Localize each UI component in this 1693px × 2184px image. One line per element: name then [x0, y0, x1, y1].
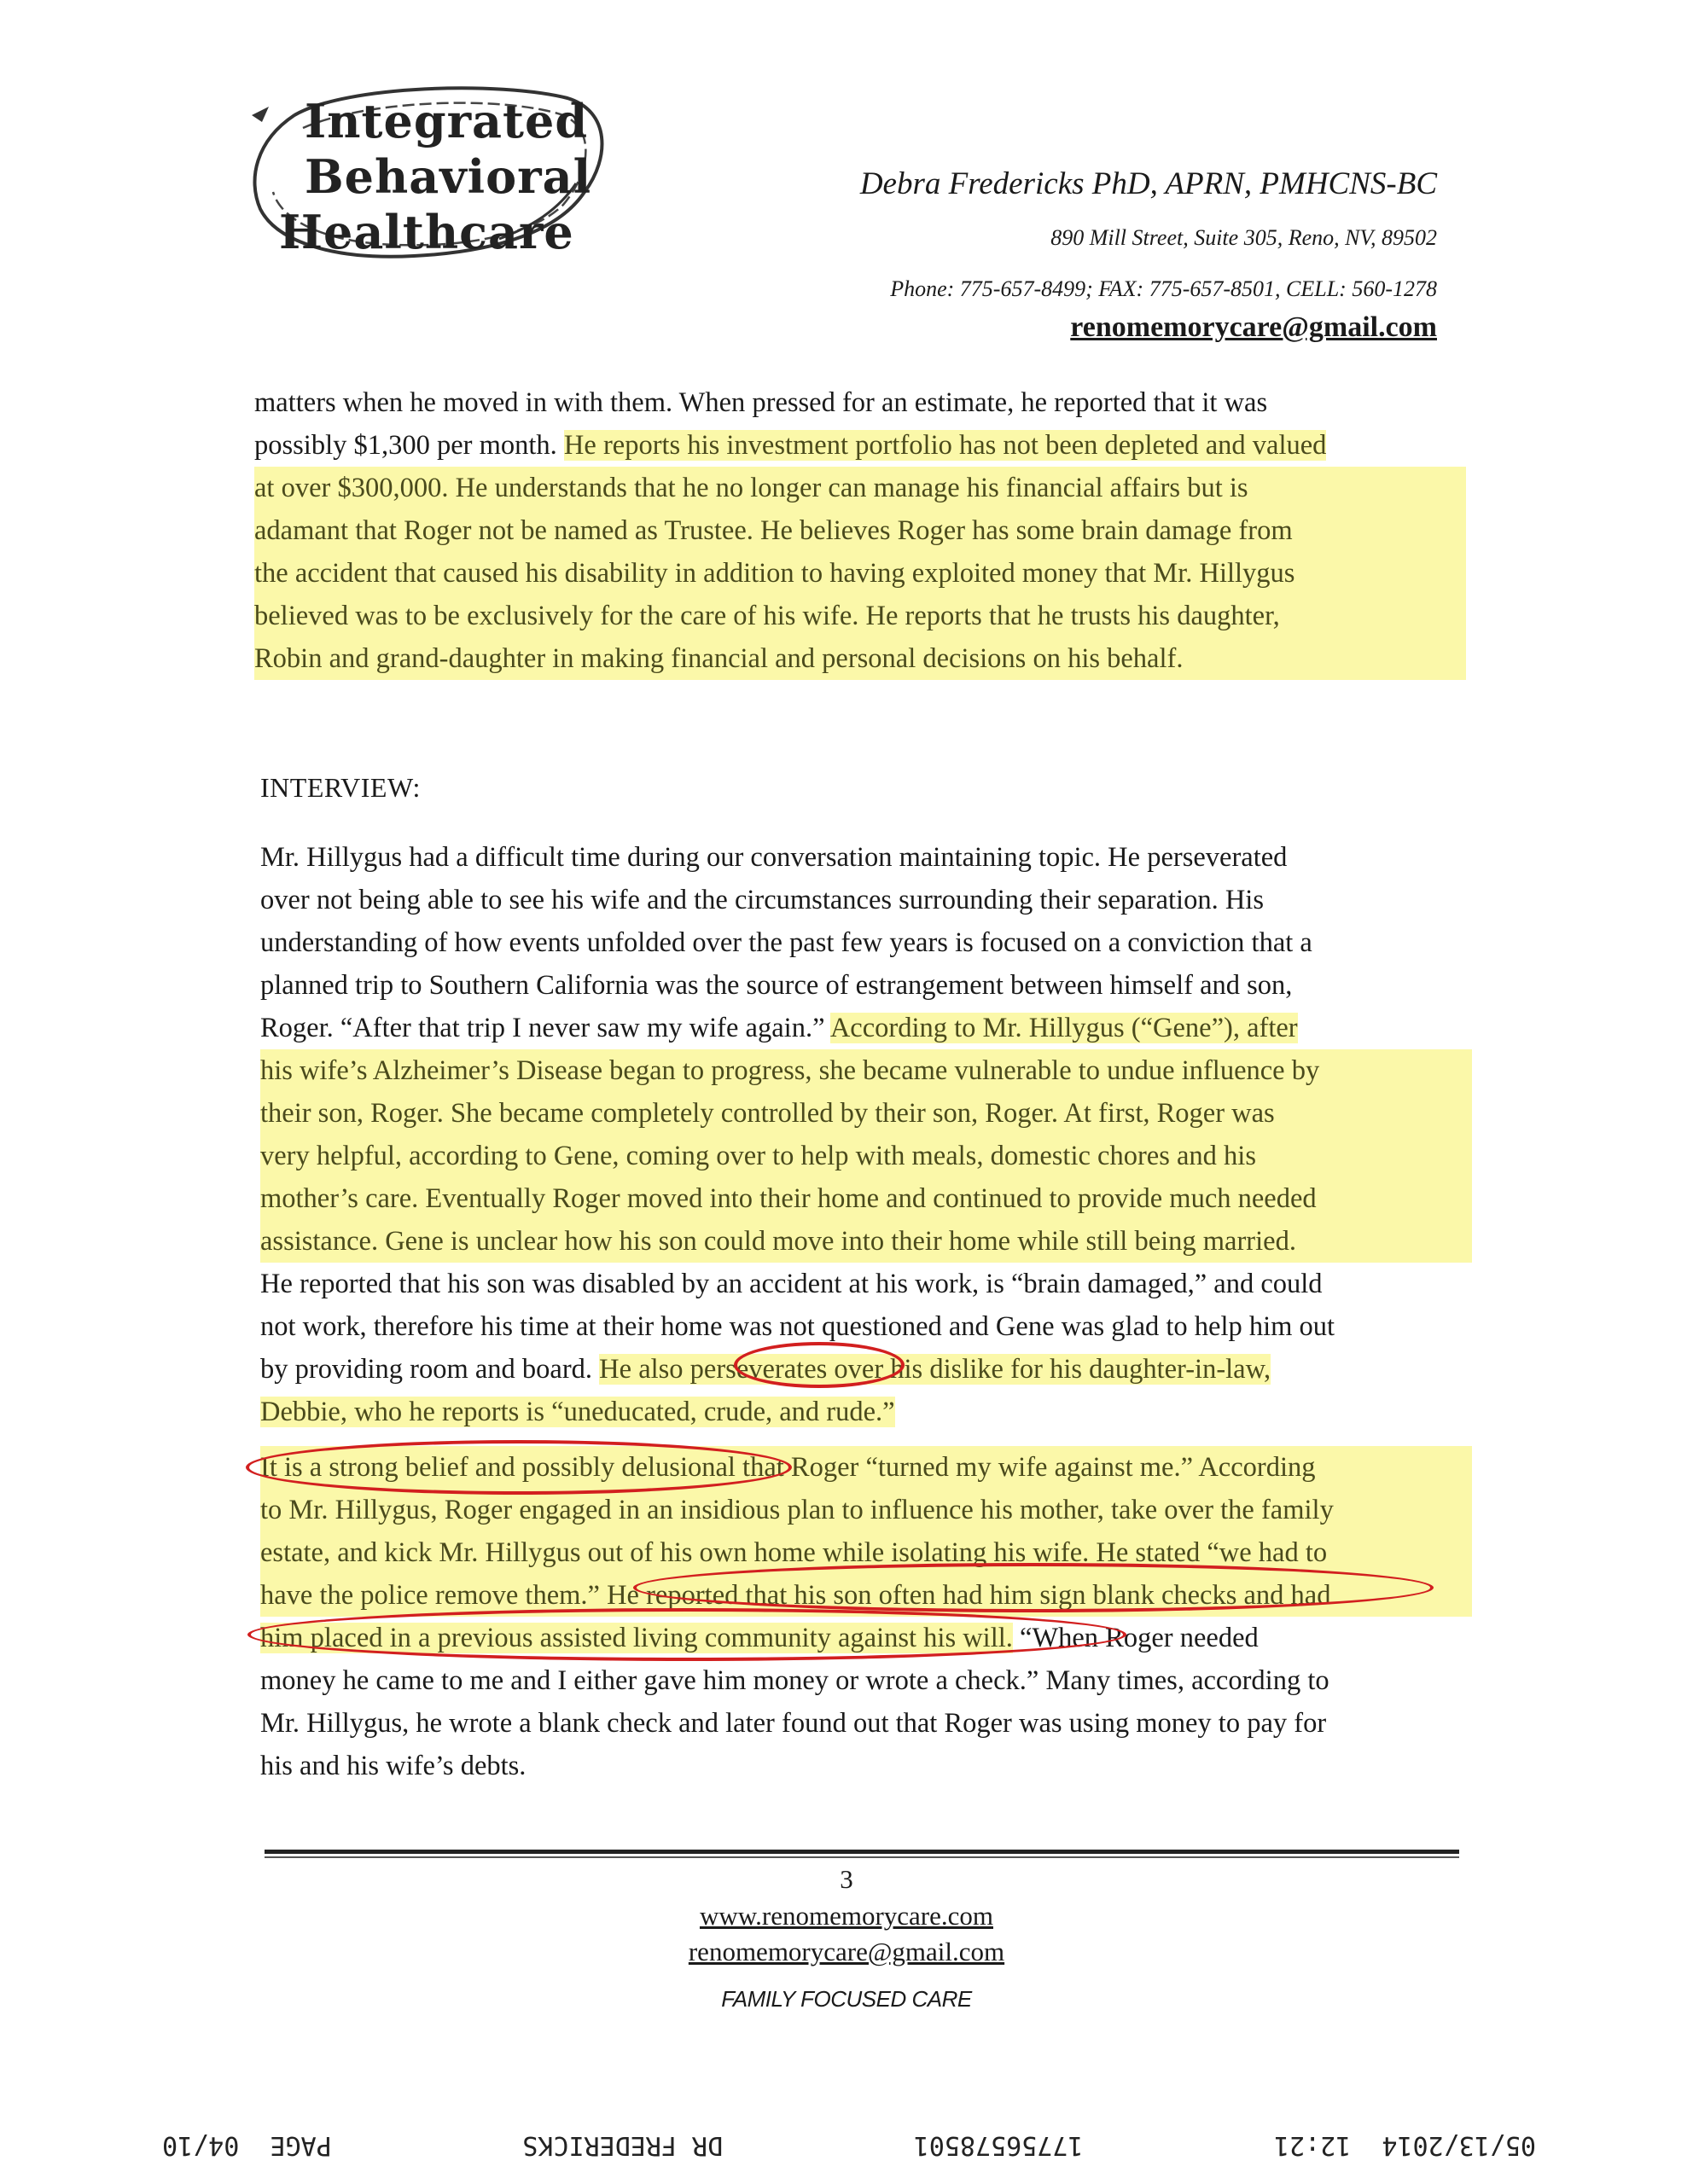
- highlighted-line: very helpful, according to Gene, coming over to help with meals, domestic chores and his: [260, 1135, 1472, 1177]
- highlighted-line: their son, Roger. She became completely controlled by their son, Roger. At first, Roger was: [260, 1092, 1472, 1135]
- fax-sender: DR FREDERICKS: [522, 2130, 724, 2160]
- text-line: Roger. “After that trip I never saw my wife again.” According to Mr. Hillygus (“Gene”), after: [260, 1013, 1298, 1043]
- text-line: matters when he moved in with them. When pressed for an estimate, he reported that it was: [254, 387, 1268, 418]
- fax-date-time: 05/13/2014 12:21: [1273, 2130, 1536, 2160]
- highlighted-line: at over $300,000. He understands that he no longer can manage his financial affairs but is: [254, 467, 1466, 509]
- logo-line-1: Integrated: [305, 94, 589, 148]
- highlighted-line: to Mr. Hillygus, Roger engaged in an insidious plan to influence his mother, take over the family: [260, 1489, 1472, 1531]
- text-line: his and his wife’s debts.: [260, 1751, 527, 1781]
- text-line: possibly $1,300 per month. He reports his investment portfolio has not been depleted and valued: [254, 430, 1327, 461]
- section-heading-interview: INTERVIEW:: [260, 772, 421, 803]
- footer-website-link[interactable]: www.renomemorycare.com: [699, 1901, 993, 1931]
- practitioner-name: Debra Fredericks PhD, APRN, PMHCNS-BC: [859, 166, 1437, 201]
- highlighted-line: the accident that caused his disability in addition to having exploited money that Mr. Hillygus: [254, 552, 1466, 595]
- text-line: money he came to me and I either gave him money or wrote a check.” Many times, according to: [260, 1665, 1329, 1696]
- fax-transmission-banner: [162, 2123, 1536, 2160]
- text-line: Mr. Hillygus, he wrote a blank check and later found out that Roger was using money to pay for: [260, 1708, 1327, 1739]
- practice-phone: Phone: 775-657-8499; FAX: 775-657-8501, CELL: 560-1278: [890, 276, 1437, 301]
- red-circle-annotation: [734, 1342, 905, 1388]
- highlighted-line: estate, and kick Mr. Hillygus out of his own home while isolating his wife. He stated “we had to: [260, 1531, 1472, 1574]
- highlighted-line: adamant that Roger not be named as Trustee. He believes Roger has some brain damage from: [254, 509, 1466, 552]
- text-line: Mr. Hillygus had a difficult time during our conversation maintaining topic. He perseverated: [260, 842, 1288, 873]
- logo-line-3: Healthcare: [279, 205, 574, 259]
- highlighted-line: have the police remove them.” He reported that his son often had him sign blank checks and had: [260, 1574, 1472, 1617]
- text-line: [260, 1391, 1472, 1433]
- practice-address: 890 Mill Street, Suite 305, Reno, NV, 89502: [1050, 225, 1437, 250]
- highlighted-text: According to Mr. Hillygus (“Gene”), after: [829, 1013, 1298, 1043]
- fax-page: PAGE 04/10: [162, 2130, 332, 2160]
- highlighted-text: Debbie, who he reports is “uneducated, crude, and rude.”: [260, 1397, 895, 1427]
- highlighted-line: believed was to be exclusively for the care of his wife. He reports that he trusts his daughter,: [254, 595, 1466, 637]
- red-circle-annotation: [247, 1608, 1126, 1661]
- text-line: him placed in a previous assisted living community against his will. “When Roger needed: [260, 1623, 1259, 1653]
- highlighted-text: him placed in a previous assisted living community against his will.: [260, 1623, 1013, 1653]
- highlighted-line: It is a strong belief and possibly delusional that Roger “turned my wife against me.” According: [260, 1446, 1472, 1489]
- footer-email-link[interactable]: renomemorycare@gmail.com: [688, 1937, 1005, 1966]
- text-line: understanding of how events unfolded over the past few years is focused on a conviction that a: [260, 927, 1312, 958]
- page-number: 3: [840, 1864, 853, 1894]
- paragraph-financial: [254, 381, 1466, 680]
- highlighted-text: He also perseverates over his dislike for his daughter-in-law,: [599, 1354, 1271, 1385]
- highlighted-text: He reports his investment portfolio has not been depleted and valued: [563, 430, 1327, 461]
- highlighted-line: mother’s care. Eventually Roger moved into their home and continued to provide much needed: [260, 1177, 1472, 1220]
- text-line: He reported that his son was disabled by an accident at his work, is “brain damaged,” and could: [260, 1269, 1323, 1299]
- header-email-link[interactable]: renomemorycare@gmail.com: [1070, 311, 1437, 343]
- red-circle-annotation: [246, 1440, 792, 1495]
- fax-number: 17756578501: [913, 2130, 1084, 2160]
- logo-line-2: Behavioral: [305, 149, 592, 204]
- highlighted-line: his wife’s Alzheimer’s Disease began to progress, she became vulnerable to undue influence by: [260, 1049, 1472, 1092]
- text-line: planned trip to Southern California was the source of estrangement between himself and son,: [260, 970, 1293, 1001]
- footer-divider-thin: [265, 1856, 1459, 1858]
- text-line: not work, therefore his time at their home was not questioned and Gene was glad to help him out: [260, 1311, 1335, 1342]
- header-contact: [669, 160, 1437, 345]
- highlighted-line: Robin and grand-daughter in making financial and personal decisions on his behalf.: [254, 637, 1466, 680]
- footer-divider: [265, 1850, 1459, 1854]
- highlighted-line: assistance. Gene is unclear how his son could move into their home while still being married.: [260, 1220, 1472, 1263]
- red-circle-annotation: [633, 1563, 1434, 1612]
- footer-tagline: FAMILY FOCUSED CARE: [721, 1986, 972, 2012]
- paragraph-interview: [260, 836, 1472, 1433]
- text-line: by providing room and board. He also perseverates over his dislike for his daughter-in-law,: [260, 1354, 1271, 1385]
- text-line: over not being able to see his wife and the circumstances surrounding their separation. His: [260, 885, 1264, 915]
- company-logo: [243, 81, 619, 273]
